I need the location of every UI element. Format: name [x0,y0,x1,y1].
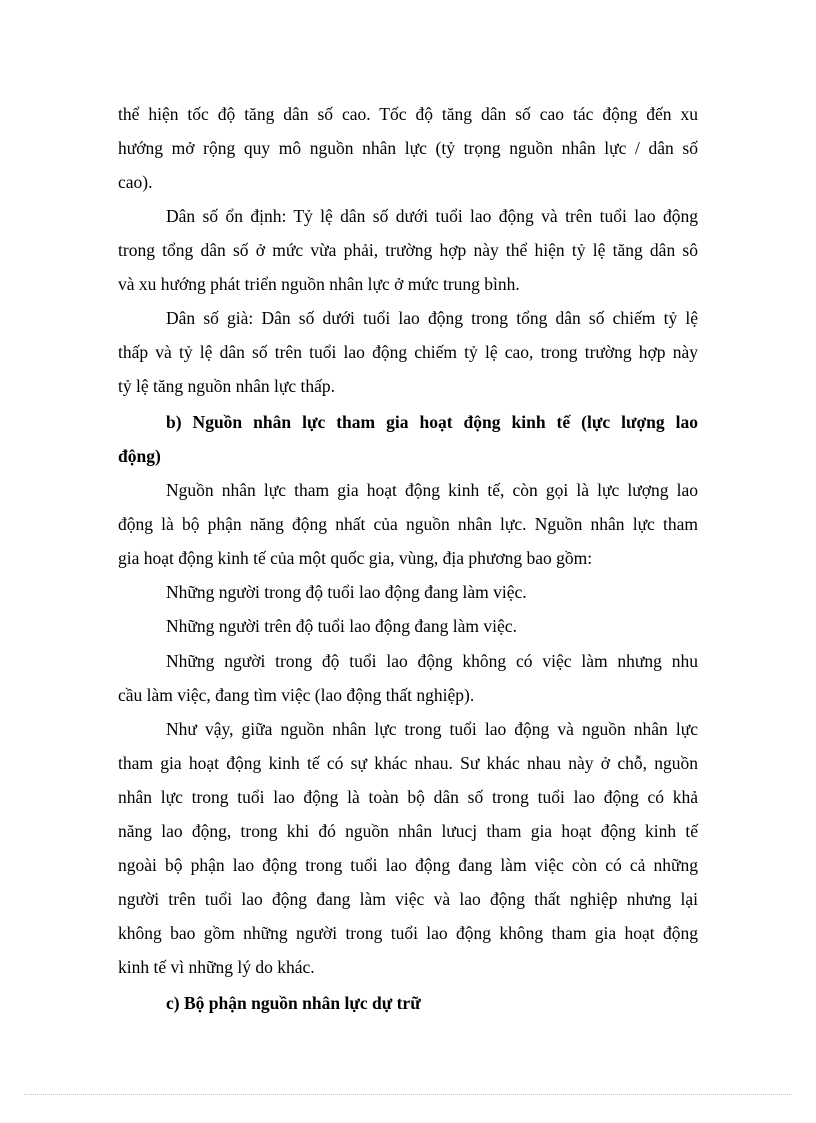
section-heading: động) [118,446,161,466]
text-line: thể hiện tốc độ tăng dân số cao. Tốc độ tăng dân số cao tác động đến xu [118,104,698,124]
footer-divider [24,1094,792,1095]
text-line: không bao gồm những người trong tuổi lao động không tham gia hoạt động [118,923,698,943]
text-line: Những người trên độ tuổi lao động đang làm việc. [166,616,517,636]
section-heading: c) Bộ phận nguồn nhân lực dự trữ [166,993,421,1013]
text-line: năng lao động, trong khi đó nguồn nhân lưucj tham gia hoạt động kinh tế [118,821,698,841]
text-line: Dân số ổn định: Tỷ lệ dân số dưới tuổi lao động và trên tuổi lao động [166,206,698,226]
text-line: Dân số già: Dân số dưới tuổi lao động trong tổng dân số chiếm tỷ lệ [166,308,698,328]
text-line: gia hoạt động kinh tế của một quốc gia, vùng, địa phương bao gồm: [118,548,593,568]
text-line: kinh tế vì những lý do khác. [118,957,315,977]
text-line: thấp và tỷ lệ dân số trên tuổi lao động chiếm tỷ lệ cao, trong trường hợp này [118,342,698,362]
text-line: Những người trong độ tuổi lao động không có việc làm nhưng nhu [166,651,698,671]
text-line: tham gia hoạt động kinh tế có sự khác nhau. Sư khác nhau này ở chỗ, nguồn [118,753,698,773]
text-line: tỷ lệ tăng nguồn nhân lực thấp. [118,376,336,396]
text-line: Như vậy, giữa nguồn nhân lực trong tuổi lao động và nguồn nhân lực [166,719,698,739]
text-line: động là bộ phận năng động nhất của nguồn nhân lực. Nguồn nhân lực tham [118,514,698,534]
text-line: người trên tuổi lao động đang làm việc và lao động thất nghiệp nhưng lại [118,889,698,909]
text-line: và xu hướng phát triển nguồn nhân lực ở mức trung bình. [118,274,520,294]
text-line: Những người trong độ tuổi lao động đang làm việc. [166,582,527,602]
section-heading: b) Nguồn nhân lực tham gia hoạt động kinh tế (lực lượng lao [166,412,698,432]
text-line: hướng mở rộng quy mô nguồn nhân lực (tỷ trọng nguồn nhân lực / dân số [118,138,698,158]
text-line: trong tổng dân số ở mức vừa phải, trường hợp này thể hiện tỷ lệ tăng dân sô [118,240,698,260]
text-line: ngoài bộ phận lao động trong tuổi lao động đang làm việc còn có cả những [118,855,698,875]
text-line: cầu làm việc, đang tìm việc (lao động thất nghiệp). [118,685,475,705]
text-line: cao). [118,172,153,192]
text-line: Nguồn nhân lực tham gia hoạt động kinh tế, còn gọi là lực lượng lao [166,480,698,500]
text-line: nhân lực trong tuổi lao động là toàn bộ dân số trong tuổi lao động có khả [118,787,698,807]
